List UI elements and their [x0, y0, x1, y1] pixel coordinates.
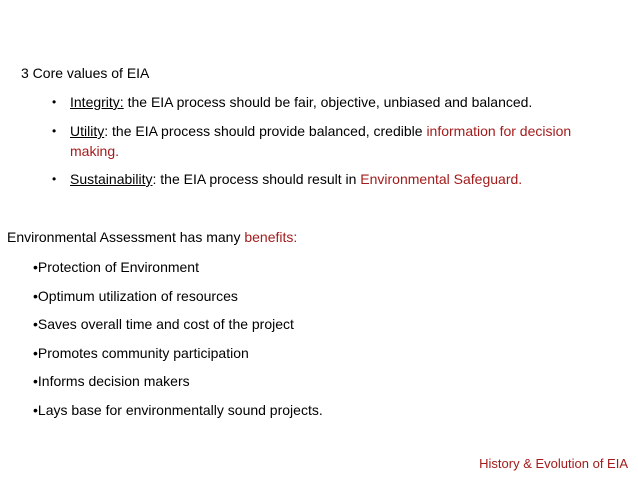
benefits-heading — [7, 228, 297, 246]
benefits-heading-suffix: : — [293, 229, 298, 245]
core-value-description: : the EIA process should provide balanced, credible — [104, 123, 427, 139]
core-value-term: Sustainability — [70, 171, 153, 187]
benefit-item: •Optimum utilization of resources — [33, 288, 238, 304]
benefits-heading-prefix: Environmental Assessment has many — [7, 229, 245, 245]
benefit-item: •Saves overall time and cost of the project — [33, 316, 294, 332]
core-value-term: Integrity: — [70, 94, 124, 110]
benefits-heading-highlight: benefits — [244, 229, 294, 245]
core-value-text — [70, 169, 610, 189]
bullet-icon: • — [52, 172, 57, 186]
core-value-highlight: Environmental Safeguard. — [360, 171, 523, 187]
benefit-item: •Promotes community participation — [33, 345, 249, 361]
core-value-description: the EIA process should be fair, objective, unbiased and balanced. — [123, 94, 533, 110]
core-value-text — [70, 92, 610, 112]
benefit-item: •Informs decision makers — [33, 373, 190, 389]
core-value-text — [70, 121, 610, 161]
core-values-heading: 3 Core values of EIA — [21, 65, 150, 81]
core-value-description: : the EIA process should result in — [152, 171, 361, 187]
benefit-item: •Lays base for environmentally sound projects. — [33, 402, 323, 418]
benefit-item: •Protection of Environment — [33, 259, 199, 275]
bullet-icon: • — [52, 124, 57, 138]
bullet-icon: • — [52, 95, 57, 109]
footer-title: History & Evolution of EIA — [479, 456, 628, 471]
core-value-term: Utility — [70, 123, 105, 139]
core-value-highlight: information for decision making. — [70, 123, 572, 159]
